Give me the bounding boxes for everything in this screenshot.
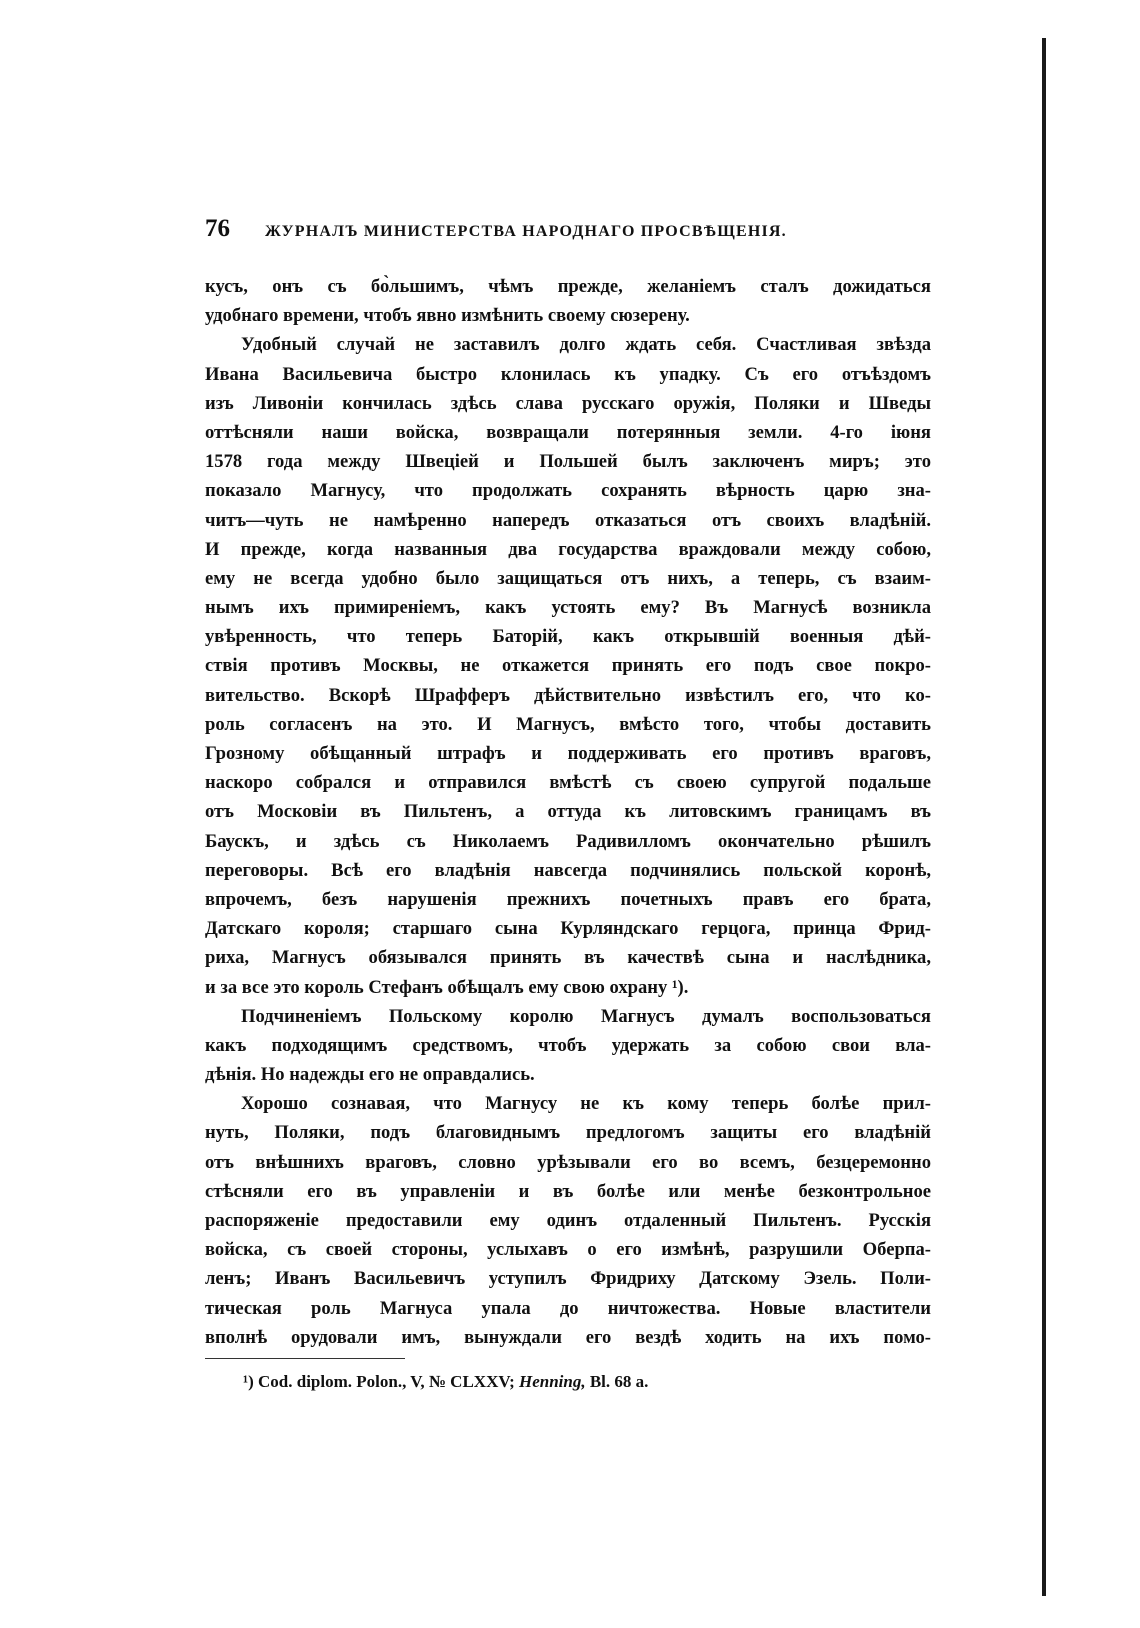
text-line: нымъ ихъ примиреніемъ, какъ устоять ему? Въ Магнусѣ возникла [205,597,931,619]
text-line: вительство. Вскорѣ Шрафферъ дѣйствительно извѣстилъ его, что ко- [205,684,931,706]
text-line: Хорошо сознавая, что Магнусу не къ кому теперь болѣе прил- [241,1093,931,1115]
text-line: увѣренность, что теперь Баторій, какъ открывшій военныя дѣй- [205,626,931,648]
text-line: отъ внѣшнихъ враговъ, словно урѣзывали его во всемъ, безцеремонно [205,1151,931,1173]
text-line: изъ Ливоніи кончилась здѣсь слава русскаго оружія, Поляки и Шведы [205,392,931,414]
running-head: ЖУРНАЛЪ МИНИСТЕРСТВА НАРОДНАГО ПРОСВѢЩЕНІЯ. [265,223,787,240]
footnote-author: Henning, [518,1372,586,1391]
footnote-rule [205,1358,405,1359]
footnote-text: Cod. diplom. Polon., V, № CLXXV; [258,1372,515,1391]
text-line: риха, Магнусъ обязывался принять въ качествѣ сына и наслѣдника, [205,947,931,969]
text-line: ленъ; Иванъ Васильевичъ уступилъ Фридриху Датскому Эзель. Поли- [205,1268,931,1290]
text-line: удобнаго времени, чтобъ явно измѣнить своему сюзерену. [205,305,690,327]
text-line: наскоро собрался и отправился вмѣстѣ съ своею супругой подальше [205,772,931,794]
text-line: переговоры. Всѣ его владѣнія навсегда подчинялись польской коронѣ, [205,859,931,881]
footnote [243,1372,648,1392]
text-line: отъ Московіи въ Пильтенъ, а оттуда къ литовскимъ границамъ въ [205,801,931,823]
page-edge-line [1042,38,1046,1596]
text-line: читъ—чуть не намѣренно напередъ отказаться отъ своихъ владѣній. [205,509,931,531]
text-line: ему не всегда удобно было защищаться отъ нихъ, а теперь, съ взаим- [205,567,931,589]
text-line: Баускъ, и здѣсь съ Николаемъ Радивилломъ окончательно рѣшилъ [205,830,931,852]
text-line: оттѣсняли наши войска, возвращали потерянныя земли. 4-го іюня [205,421,931,443]
body-text [205,272,931,1352]
text-line: нуть, Поляки, подъ благовиднымъ предлогомъ защиты его владѣній [205,1122,931,1144]
text-line: и за все это король Стефанъ обѣщалъ ему свою охрану ¹). [205,976,689,998]
text-line: тическая роль Магнуса упала до ничтожества. Новые властители [205,1297,931,1319]
text-line: Ивана Васильевича быстро клонилась къ упадку. Съ его отъѣздомъ [205,363,931,385]
text-line: 1578 года между Швеціей и Польшей былъ заключенъ миръ; это [205,451,931,473]
page-number: 76 [205,215,230,242]
text-line: впрочемъ, безъ нарушенія прежнихъ почетныхъ правъ его брата, [205,888,931,910]
text-line: Датскаго короля; старшаго сына Курляндскаго герцога, принца Фрид- [205,918,931,940]
text-line: роль согласенъ на это. И Магнусъ, вмѣсто того, чтобы доставить [205,713,931,735]
text-line: Подчиненіемъ Польскому королю Магнусъ думалъ воспользоваться [241,1005,931,1027]
text-line: кусъ, онъ съ бо̀льшимъ, чѣмъ прежде, желаніемъ сталъ дожидаться [205,276,931,297]
text-line: Грозному обѣщанный штрафъ и поддерживать его противъ враговъ, [205,743,931,764]
page-header [205,215,935,251]
text-line: стѣсняли его въ управленіи и въ болѣе или менѣе безконтрольное [205,1180,931,1202]
text-line: распоряженіе предоставили ему одинъ отдаленный Пильтенъ. Русскія [205,1210,931,1231]
text-line: Удобный случай не заставилъ долго ждать себя. Счастливая звѣзда [241,334,931,356]
footnote-marker: ¹) [243,1372,254,1391]
text-line: какъ подходящимъ средствомъ, чтобъ удержать за собою свои вла- [205,1034,931,1056]
text-line: дѣнія. Но надежды его не оправдались. [205,1064,535,1086]
footnote-tail: Bl. 68 a. [589,1372,649,1391]
text-line: вполнѣ орудовали имъ, вынуждали его вездѣ ходить на ихъ помо- [205,1326,931,1348]
text-line: войска, съ своей стороны, услыхавъ о его измѣнѣ, разрушили Оберпа- [205,1239,931,1261]
text-line: ствія противъ Москвы, не откажется принять его подъ свое покро- [205,655,931,677]
text-line: показало Магнусу, что продолжать сохранять вѣрность царю зна- [205,480,931,502]
text-line: И прежде, когда названныя два государства враждовали между собою, [205,538,931,560]
